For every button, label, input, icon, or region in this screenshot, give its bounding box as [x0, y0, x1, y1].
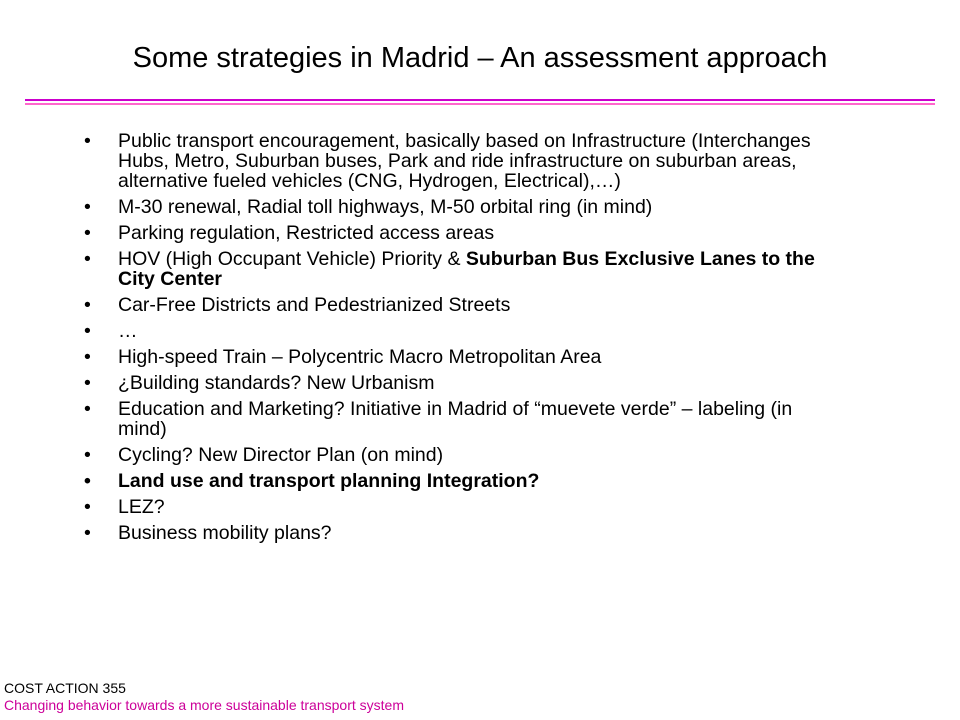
bullet-item-building-standards — [84, 373, 844, 393]
bullet-icon: • — [84, 130, 91, 152]
bullet-item-public-transport — [84, 131, 844, 191]
bullet-list — [84, 131, 844, 549]
title-divider-line — [25, 99, 935, 101]
bullet-text: Education and Marketing? Initiative in Madrid of “muevete verde” – labeling (in mind) — [118, 398, 793, 440]
bullet-text: High-speed Train – Polycentric Macro Metropolitan Area — [118, 346, 602, 368]
bullet-icon: • — [84, 444, 91, 466]
bullet-text-emphasis: Suburban Bus Exclusive Lanes to the City Center — [118, 248, 815, 290]
bullet-item-education — [84, 399, 844, 439]
bullet-item-parking — [84, 223, 844, 243]
title-divider-line-secondary — [25, 103, 935, 105]
bullet-item-ellipsis — [84, 321, 844, 341]
bullet-icon: • — [84, 470, 91, 492]
bullet-icon: • — [84, 346, 91, 368]
bullet-item-hov — [84, 249, 844, 289]
bullet-item-high-speed-train — [84, 347, 844, 367]
bullet-text: M-30 renewal, Radial toll highways, M-50 orbital ring (in mind) — [118, 196, 653, 218]
bullet-item-business-mobility — [84, 523, 844, 543]
bullet-text: Parking regulation, Restricted access areas — [118, 222, 495, 244]
bullet-item-land-use — [84, 471, 844, 491]
bullet-text: LEZ? — [118, 496, 165, 518]
bullet-text-emphasis: Land use and transport planning Integration? — [118, 470, 540, 492]
bullet-text: HOV (High Occupant Vehicle) Priority & — [118, 248, 466, 270]
bullet-icon: • — [84, 222, 91, 244]
bullet-text: Car-Free Districts and Pedestrianized Streets — [118, 294, 511, 316]
bullet-item-car-free — [84, 295, 844, 315]
bullet-text: … — [118, 320, 138, 342]
bullet-icon: • — [84, 248, 91, 270]
bullet-icon: • — [84, 294, 91, 316]
bullet-item-m30-renewal — [84, 197, 844, 217]
bullet-icon: • — [84, 522, 91, 544]
bullet-icon: • — [84, 496, 91, 518]
slide-title: Some strategies in Madrid – An assessment approach — [132, 42, 828, 74]
bullet-item-cycling — [84, 445, 844, 465]
footer-subtitle: Changing behavior towards a more sustainable transport system — [4, 697, 404, 713]
bullet-text: Cycling? New Director Plan (on mind) — [118, 444, 444, 466]
bullet-text: Public transport encouragement, basically based on Infrastructure (Interchanges Hubs, Metro, Suburban buses, Park and ride infrastructure on suburban areas, alternative fueled vehicles (CNG, Hydrogen, Electrical),…) — [118, 130, 811, 192]
bullet-text: ¿Building standards? New Urbanism — [118, 372, 435, 394]
footer-organization: COST ACTION 355 — [4, 680, 126, 696]
bullet-icon: • — [84, 196, 91, 218]
bullet-item-lez — [84, 497, 844, 517]
bullet-text: Business mobility plans? — [118, 522, 332, 544]
bullet-icon: • — [84, 372, 91, 394]
bullet-icon: • — [84, 320, 91, 342]
bullet-icon: • — [84, 398, 91, 420]
